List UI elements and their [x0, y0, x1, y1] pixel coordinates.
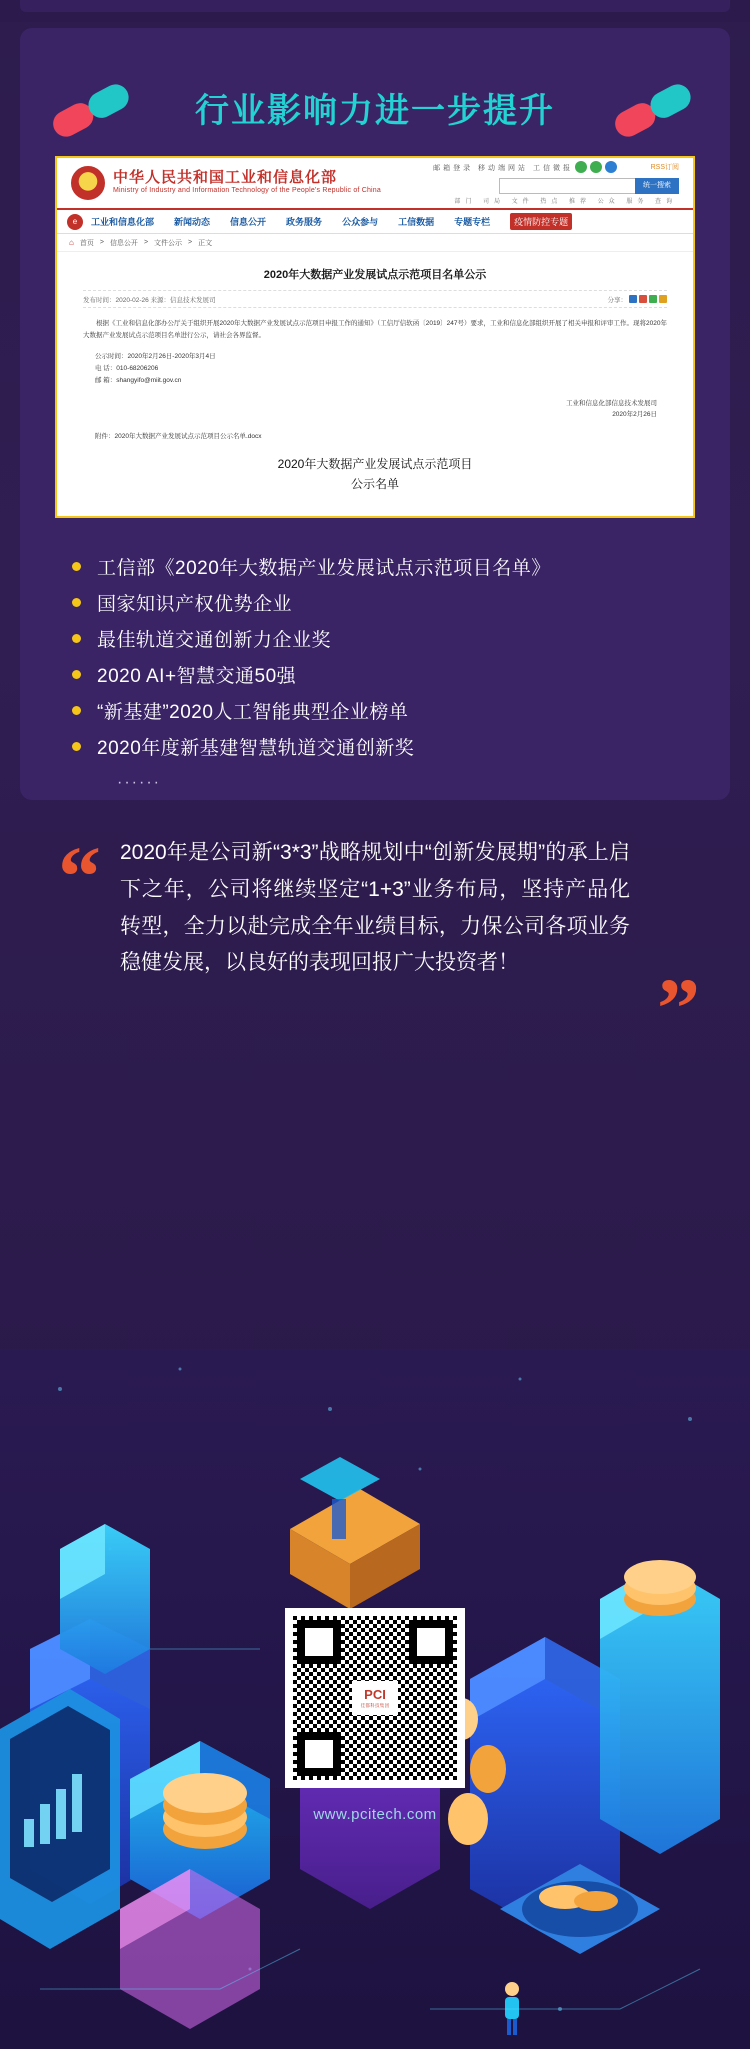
document-date: 发布时间：2020-02-26 来源：信息技术发展司	[83, 296, 216, 304]
award-label-0: 工信部《2020年大数据产业发展试点示范项目名单》	[97, 557, 551, 579]
website-url[interactable]: www.pcitech.com	[313, 1806, 437, 1823]
national-emblem-icon	[71, 166, 105, 200]
bullet-dot-icon	[72, 670, 81, 679]
nav-item-epidemic[interactable]: 疫情防控专题	[510, 213, 572, 230]
top-strip-inner	[20, 0, 730, 12]
breadcrumb-sep: >	[188, 239, 193, 246]
content-card	[20, 28, 730, 800]
qr-brand-sub: 佳都科技集团	[360, 1702, 390, 1708]
contact-line-1: 电 话：010-68206206	[95, 365, 159, 373]
document-meta	[83, 290, 667, 308]
qr-eye-top-left	[297, 1620, 341, 1664]
bullet-dot-icon	[72, 706, 81, 715]
nav-item-5[interactable]: 工信数据	[398, 217, 435, 227]
award-list-more: ······	[117, 774, 161, 791]
award-label-2: 最佳轨道交通创新力企业奖	[97, 629, 332, 651]
qr-brand: PCI	[364, 1686, 386, 1702]
document-attachment-link[interactable]: 附件：2020年大数据产业发展试点示范项目公示名单.docx	[95, 433, 262, 441]
share-label: 分享：	[607, 296, 627, 304]
headline-row	[20, 76, 730, 146]
nav-item-3[interactable]: 政务服务	[286, 217, 323, 227]
breadcrumb-item-2[interactable]: 文件公示	[154, 239, 183, 247]
top-strip	[0, 0, 750, 22]
qr-code[interactable]	[285, 1608, 465, 1788]
breadcrumb-item-3: 正文	[198, 239, 213, 247]
wechat-icon[interactable]	[575, 161, 587, 173]
document-signature	[83, 398, 667, 421]
gov-site-title: 中华人民共和国工业和信息化部	[113, 169, 338, 186]
signature-org: 工业和信息化部信息技术发展司	[566, 399, 657, 407]
signature-date: 2020年2月26日	[612, 411, 657, 419]
qr-eye-bottom-left	[297, 1732, 341, 1776]
social-icons[interactable]	[575, 161, 617, 173]
bullet-dot-icon	[72, 742, 81, 751]
utility-links[interactable]: 邮箱登录 移动端网站 工信微报	[433, 165, 573, 172]
list-item	[72, 656, 692, 692]
document-paragraph: 根据《工业和信息化部办公厅关于组织开展2020年大数据产业发展试点示范项目申报工作的通知》（工信厅信软函〔2019〕247号）要求，工业和信息化部组织开展了相关申报和评审工作。现将2020年大数据产业发展试点示范项目名单进行公示，请社会各界监督。	[83, 320, 667, 340]
nav-item-0[interactable]: 工业和信息化部	[91, 217, 155, 227]
share-qq-icon[interactable]	[639, 295, 647, 303]
list-item	[72, 692, 692, 728]
nav-item-1[interactable]: 新闻动态	[174, 217, 211, 227]
quote-open-icon: “	[58, 828, 101, 924]
nav-logo-icon: e	[67, 214, 83, 230]
list-item	[72, 728, 692, 764]
quote-block	[0, 815, 750, 1060]
breadcrumb-item-0[interactable]: 首页	[79, 239, 94, 247]
nav-item-6[interactable]: 专题专栏	[454, 217, 491, 227]
quote-close-icon: ”	[657, 960, 700, 1056]
coin-stack-icon-right	[624, 1560, 696, 1616]
document-title: 2020年大数据产业发展试点示范项目名单公示	[263, 269, 487, 281]
qr-logo	[352, 1681, 398, 1715]
list-item	[72, 584, 692, 620]
app-icon[interactable]	[605, 161, 617, 173]
breadcrumb-sep: >	[99, 239, 104, 246]
nav-item-2[interactable]: 信息公开	[230, 217, 267, 227]
breadcrumb-sep: >	[143, 239, 149, 246]
award-list	[72, 548, 692, 792]
document-contact-lines	[83, 351, 667, 388]
bullet-dot-icon	[72, 634, 81, 643]
award-label-1: 国家知识产权优势企业	[97, 593, 293, 615]
nav-item-4[interactable]: 公众参与	[342, 217, 379, 227]
award-label-4: “新基建”2020人工智能典型企业榜单	[97, 701, 409, 723]
weibo-icon[interactable]	[590, 161, 602, 173]
share-more-icon[interactable]	[659, 295, 667, 303]
list-item	[72, 548, 692, 584]
qr-pattern	[293, 1616, 457, 1780]
document-list-title	[83, 454, 667, 495]
gov-navbar[interactable]	[57, 210, 693, 234]
search-button[interactable]: 统一搜索	[635, 178, 679, 194]
list-item	[72, 620, 692, 656]
bullet-dot-icon	[72, 598, 81, 607]
share-wechat-icon[interactable]	[649, 295, 657, 303]
quote-text: 2020年是公司新“3*3”战略规划中“创新发展期”的承上启下之年，公司将继续坚定“1+3”业务布局，坚持产品化转型，全力以赴完成全年业绩目标，力保公司各项业务稳健发展，以良好的表现回报广大投资者！	[120, 841, 630, 975]
qr-eye-top-right	[409, 1620, 453, 1664]
contact-line-2: 邮 箱：shangyifo@miit.gov.cn	[95, 377, 182, 385]
gov-site-header	[57, 158, 693, 210]
breadcrumb-item-1[interactable]: 信息公开	[109, 239, 138, 247]
bullet-dot-icon	[72, 562, 81, 571]
document-body	[57, 252, 693, 495]
award-label-5: 2020年度新基建智慧轨道交通创新奖	[97, 737, 415, 759]
list-title-line-0: 2020年大数据产业发展试点示范项目	[277, 457, 473, 472]
award-label-3: 2020 AI+智慧交通50强	[97, 665, 297, 687]
share-weibo-icon[interactable]	[629, 295, 637, 303]
rss-link[interactable]: RSS订阅	[650, 164, 679, 171]
gov-site-subtitle: Ministry of Industry and Information Technology of the People's Republic of China	[113, 187, 381, 194]
contact-line-0: 公示时间：2020年2月26日-2020年3月4日	[95, 352, 216, 360]
page-title: 行业影响力进一步提升	[195, 92, 555, 130]
gov-website-screenshot	[55, 156, 695, 518]
home-icon: ⌂	[69, 238, 74, 247]
breadcrumb[interactable]	[57, 234, 693, 252]
share-row[interactable]	[608, 295, 668, 304]
search-hot-tags[interactable]: 部门 司局 文件 热点 推荐 公众 服务 查询	[454, 199, 677, 205]
list-title-line-1: 公示名单	[350, 477, 399, 492]
